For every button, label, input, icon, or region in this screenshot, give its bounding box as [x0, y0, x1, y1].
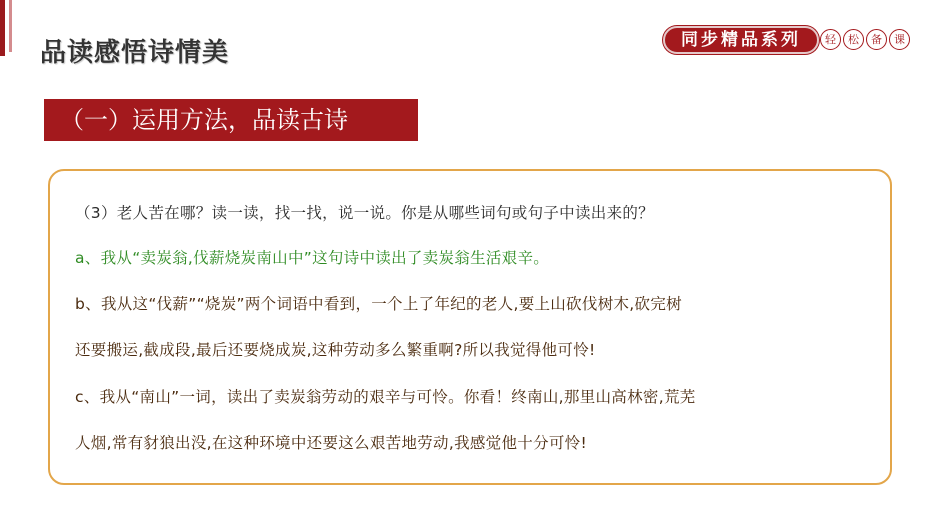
answer-b-line-1: b、我从这“伐薪”“烧炭”两个词语中看到，一个上了年纪的老人,要上山砍伐树木,砍完树: [75, 295, 682, 313]
seal-char-1: 轻: [820, 29, 841, 50]
answer-c-line-1: c、我从“南山”一词，读出了卖炭翁劳动的艰辛与可怜。你看！终南山,那里山高林密,荒芜: [75, 388, 696, 406]
question-text: （3）老人苦在哪？读一读，找一找，说一说。你是从哪些词句或句子中读出来的？: [75, 204, 654, 222]
seal-stamp-row: [820, 29, 910, 50]
page-title: 品读感悟诗情美: [40, 38, 230, 68]
series-badge: 同步精品系列: [663, 26, 819, 54]
seal-char-2: 松: [843, 29, 864, 50]
answer-b-line-2: 还要搬运,截成段,最后还要烧成炭,这种劳动多么繁重啊?所以我觉得他可怜!: [75, 341, 596, 359]
seal-char-4: 课: [889, 29, 910, 50]
seal-char-3: 备: [866, 29, 887, 50]
answer-c-line-2: 人烟,常有豺狼出没,在这种环境中还要这么艰苦地劳动,我感觉他十分可怜!: [75, 434, 587, 452]
corner-accent-bar: [0, 0, 5, 56]
answer-a: a、我从“卖炭翁,伐薪烧炭南山中”这句诗中读出了卖炭翁生活艰辛。: [75, 249, 550, 267]
section-banner: （一）运用方法，品读古诗: [44, 99, 408, 141]
content-box: [48, 169, 892, 485]
corner-accent-bar-light: [9, 0, 12, 52]
